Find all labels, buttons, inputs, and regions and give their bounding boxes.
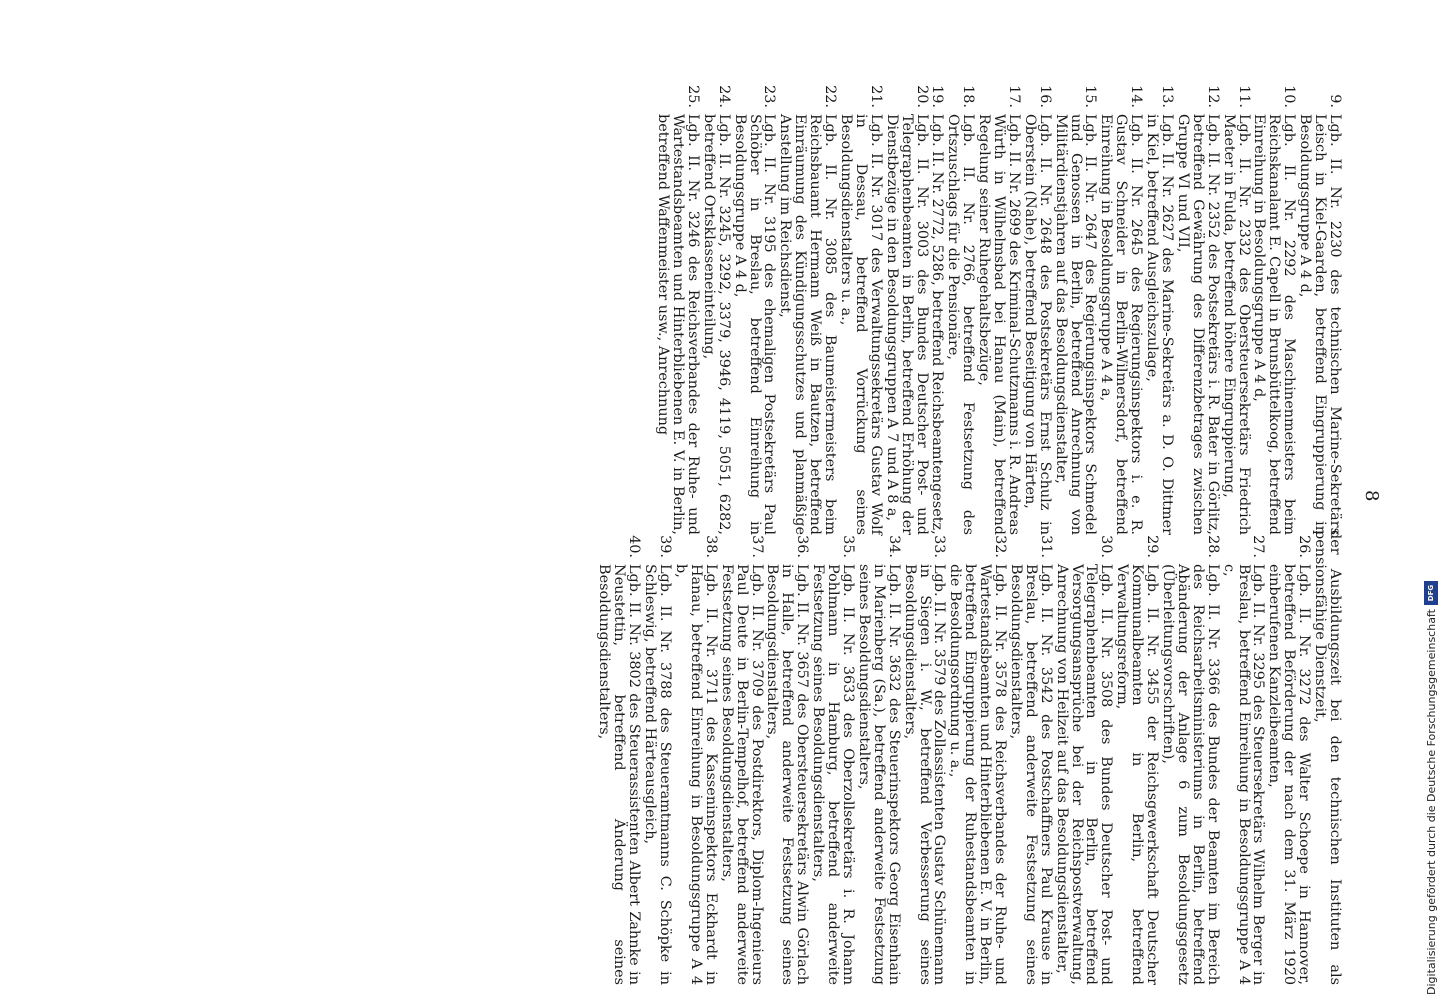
petition-entry xyxy=(945,80,975,535)
petition-entry xyxy=(1008,530,1053,985)
petition-entry xyxy=(884,80,929,535)
petition-entry xyxy=(1114,530,1159,985)
entry-text: Lgb. II. Nr. 2292 des Maschinenmeisters beim Reichskanalamt E. Capell in Brunsbüttelkoog, betreffend Einreihung in Besoldungsgruppe A 4 d, xyxy=(1251,114,1298,535)
entry-text: Lgb. II. Nr. 2772, 5286, betreffend Reichsbeamtengesetz, xyxy=(929,114,946,535)
entry-text: Lgb. II. Nr. 3366 des Bundes der Beamten im Bereich des Reichsarbeitsministeriums in Berlin, betreffend Abänderung der Anlage 6 zum Besoldungsgesetz (Überleitungsvorschriften), xyxy=(1160,564,1221,985)
entry-text: Lgb. II. Nr. 2766, betreffend Festsetzung des Ortszuschlags für die Pensionäre, xyxy=(945,114,977,535)
entry-number: 13. xyxy=(1159,85,1176,108)
entry-number: 25. xyxy=(684,85,701,108)
petition-entry xyxy=(1022,80,1052,535)
entry-number: 38. xyxy=(702,535,719,558)
entry-text: Lgb. II. Nr. 3788 des Steueramtmanns C. Schöpke in Schleswig, betreffend Härteausgleich, xyxy=(642,564,674,985)
entry-number: 9. xyxy=(1327,94,1343,108)
entry-number: 34. xyxy=(885,535,902,558)
petition-entry xyxy=(810,530,855,985)
entry-number: 33. xyxy=(931,535,948,558)
petition-entry xyxy=(947,530,1007,985)
entry-text: Lgb. II. Nr. 3245, 3292, 3379, 3946, 4119, 5051, 6282, betreffend Ortsklasseneinteilung, xyxy=(700,114,732,535)
entry-text: Lgb. II. Nr. 3709 des Postdirektors, Diplom-Ingenieurs Paul Deute in Berlin-Tempelhof, betreffend anderweite Festsetzung seines Besoldungsdienstalters, xyxy=(718,564,765,985)
petition-entry xyxy=(777,80,837,535)
petition-entry xyxy=(856,530,901,985)
entry-number: 39. xyxy=(657,535,674,558)
entry-number: 24. xyxy=(715,85,732,108)
entry-text: Lgb. II. Nr. 2627 des Marine-Sekretärs a. D. O. Dittmer in Kiel, betreffend Ausgleichszulage, xyxy=(1144,114,1176,535)
entry-text: Lgb. II. Nr. 3802 des Steuerassistenten Albert Zahnke in Neustettin, betreffend Änderung seines Besoldungsdienstalters, xyxy=(596,564,643,985)
entry-text: Lgb. II. Nr. 3633 des Oberzollsekretärs i. R. Johann Pohlmann in Hamburg, betreffend anderweite Festsetzung seines Besoldungsdienstalters, xyxy=(810,564,856,985)
entry-text: Lgb. II. Nr. 2230 des technischen Marine-Sekretärs Leisch in Kiel-Gaarden, betreffend Eingruppierung in Besoldungsgruppe A 4 d, xyxy=(1297,114,1343,535)
petition-entry xyxy=(1175,80,1220,535)
petition-entry xyxy=(642,530,672,985)
entry-number: 26. xyxy=(1296,535,1313,558)
entry-text: Lgb. II. Nr. 2699 des Kriminal-Schutzmanns i. R. Andreas Würth in Wilhelmsbad bei Hanau (Main), betreffend Regelung seiner Ruhegehaltsbezüge, xyxy=(976,114,1022,535)
entry-number: 23. xyxy=(761,85,778,108)
petition-entry xyxy=(1221,530,1266,985)
footer-text: Digitalisierung gefördert durch die Deutsche Forschungsgemeinschaft xyxy=(1424,609,1438,995)
digitization-footer xyxy=(1424,581,1438,995)
entry-text: Lgb. II. Nr. 2648 des Postsekretärs Ernst Schulz in Oberstein (Nahe), betreffend Beseitigung von Härten, xyxy=(1021,114,1053,535)
entry-text: Lgb. II. Nr. 3272 des Walter Schoepe in Hannover, betreffend Beförderung der nach dem 31. März 1920 einberufenen Kanzleibeamten, xyxy=(1266,564,1313,985)
entry-number: 30. xyxy=(1098,535,1115,558)
entry-number: 11. xyxy=(1235,85,1252,108)
petition-entry xyxy=(976,80,1021,535)
entry-number: 29. xyxy=(1144,535,1161,558)
petition-entry xyxy=(597,530,642,985)
entry-number: 21. xyxy=(867,85,884,108)
entry-number: 36. xyxy=(794,535,811,558)
entry-text: Lgb. II. Nr. 3195 des ehemaligen Postsekretärs Paul Schöber in Breslau, betreffend Einreihung in Besoldungsgruppe A 4 d, xyxy=(731,114,778,535)
petition-entry xyxy=(1160,530,1220,985)
entry-number: 32. xyxy=(992,535,1009,558)
entry-number: 27. xyxy=(1250,535,1267,558)
entry-text: Lgb. II. Nr. 3632 des Steuerinspektors Georg Eisenhain in Marienberg (Sa.), betreffend anderweite Festsetzung seines Besoldungsdienstalters, xyxy=(855,564,902,985)
right-column xyxy=(596,530,1342,985)
entry-text: Lgb. II. Nr. 3003 des Bundes Deutscher Post- und Telegraphenbeamten in Berlin, betreffend Erhöhung der Dienstbezüge in den Besoldungsgruppen A 7 und A 8 a, xyxy=(883,114,930,535)
entry-number: 15. xyxy=(1082,85,1099,108)
petition-entry xyxy=(732,80,777,535)
petition-entry xyxy=(673,530,718,985)
entry-number: 14. xyxy=(1128,85,1145,108)
continuation-text: der Ausbildungszeit bei den technischen Instituten als pensionsfähige Dienstzeit, xyxy=(1312,530,1343,985)
petition-entry xyxy=(838,80,883,535)
entry-text: Lgb. II. Nr. 3578 des Reichsverbandes der Ruhe- und Wartestandsbeamten und Hinterbliebenen E. V. in Berlin, betreffend Eingruppierung der Ruhestandsbeamten in die Besoldungsordnung u. a., xyxy=(947,564,1009,985)
entry-text: Lgb. II. Nr. 3579 des Zollassistenten Gustav Schünemann in Siegen i. W., betreffend Verbesserung seines Besoldungsdienstalters, xyxy=(901,564,948,985)
petition-entry xyxy=(765,530,810,985)
petition-entry xyxy=(701,80,731,535)
entry-text: Lgb. II. Nr. 3657 des Obersteuersekretärs Alwin Görlach in Halle, betreffend anderweite Festsetzung seines Besoldungsdienstalters, xyxy=(764,564,811,985)
petition-entry xyxy=(1053,80,1098,535)
entry-number: 35. xyxy=(840,535,856,558)
entry-number: 16. xyxy=(1036,85,1053,108)
entry-text: Lgb. II. Nr. 3246 des Reichsverbandes der Ruhe- und Wartestandsbeamten und Hinterbliebenen E. V. in Berlin, betreffend Waffenmeister usw., Anrechnung xyxy=(655,114,701,535)
petition-entry xyxy=(1252,80,1297,535)
entry-text: Lgb. II. Nr. 3455 der Reichsgewerkschaft Deutscher Kommunalbeamten in Berlin, betreffend Verwaltungsreform, xyxy=(1114,564,1161,985)
petition-entry xyxy=(930,80,945,535)
entry-number: 10. xyxy=(1281,85,1298,108)
entry-text: Lgb. II. Nr. 3542 des Postschaffners Paul Krause in Breslau, betreffend anderweite Festsetzung seines Besoldungsdienstalters, xyxy=(1007,564,1054,985)
entry-text: Lgb. II. Nr. 3085 des Baumeistermeisters beim Reichsbauamt Hermann Weiß in Bautzen, betreffend Einräumung des Kündigungsschutzes und planmäßige Anstellung im Reichsdienst, xyxy=(777,114,839,535)
entry-number: 40. xyxy=(626,535,643,558)
dfg-logo-icon: DFG xyxy=(1424,581,1438,605)
petition-entry xyxy=(1099,80,1144,535)
entry-text: Lgb. II. Nr. 2332 des Obersteuersekretärs Friedrich Maeter in Fulda, betreffend höhere Eingruppierung, xyxy=(1220,114,1252,535)
entry-number: 31. xyxy=(1037,535,1054,558)
petition-entry xyxy=(1297,80,1342,535)
petition-entry xyxy=(1054,530,1114,985)
entry-text: Lgb. II. Nr. 3711 des Kasseninspektors Eckhardt in Hanau, betreffend Einreihung in Besoldungsgruppe A 4 b, xyxy=(673,564,719,985)
entry-text: Lgb. II. Nr. 2647 des Regierungsinspektors Schmedel und Genossen in Berlin, betreffend Anrechnung von Militärdienstjahren auf das Besoldungsdienstalter, xyxy=(1052,114,1099,535)
petition-entry xyxy=(655,80,700,535)
left-column xyxy=(654,80,1342,535)
entry-number: 20. xyxy=(913,85,930,108)
petition-entry xyxy=(1221,80,1251,535)
petition-entry xyxy=(719,530,764,985)
entry-text: Lgb. II. Nr. 3508 des Bundes Deutscher Post- und Telegraphenbeamten in Berlin, betreffend Versorgungsansprüche bei der Reichspostverwaltung, Anrechnung von Heilzeit auf das Besoldungsdienstalter, xyxy=(1053,564,1115,985)
entry-number: 22. xyxy=(822,85,839,108)
page-number: 8 xyxy=(1361,490,1382,502)
entry-text: Lgb. II. Nr. 3017 des Verwaltungssekretärs Gustav Wolf in Dessau, betreffend Vorrückung seines Besoldungsdienstalters u. a., xyxy=(838,114,884,535)
entry-number: 12. xyxy=(1204,85,1221,108)
entry-text: Lgb. II. Nr. 2645 des Regierungsinspektors i. e. R. Gustav Schneider in Berlin-Wilmersdorf, betreffend Einreihung in Besoldungsgruppe A 4 a, xyxy=(1098,114,1145,535)
petition-entry xyxy=(902,530,947,985)
entry-number: 37. xyxy=(748,535,765,558)
entry-number: 28. xyxy=(1204,535,1221,558)
entry-number: 17. xyxy=(1005,85,1022,108)
entry-number: 19. xyxy=(929,85,946,108)
entry-text: Lgb. II. Nr. 3295 des Steuersekretärs Wilhelm Berger in Breslau, betreffend Einreihung in Besoldungsgruppe A 4 c, xyxy=(1220,564,1267,985)
petition-entry xyxy=(1266,530,1311,985)
petition-entry xyxy=(1144,80,1174,535)
entry-number: 18. xyxy=(960,85,977,108)
entry-text: Lgb. II. Nr. 2352 des Postsekretärs i. R. Bater in Görlitz, betreffend Gewährung des Differenzbetrages zwischen Gruppe VI und VII, xyxy=(1174,114,1221,535)
